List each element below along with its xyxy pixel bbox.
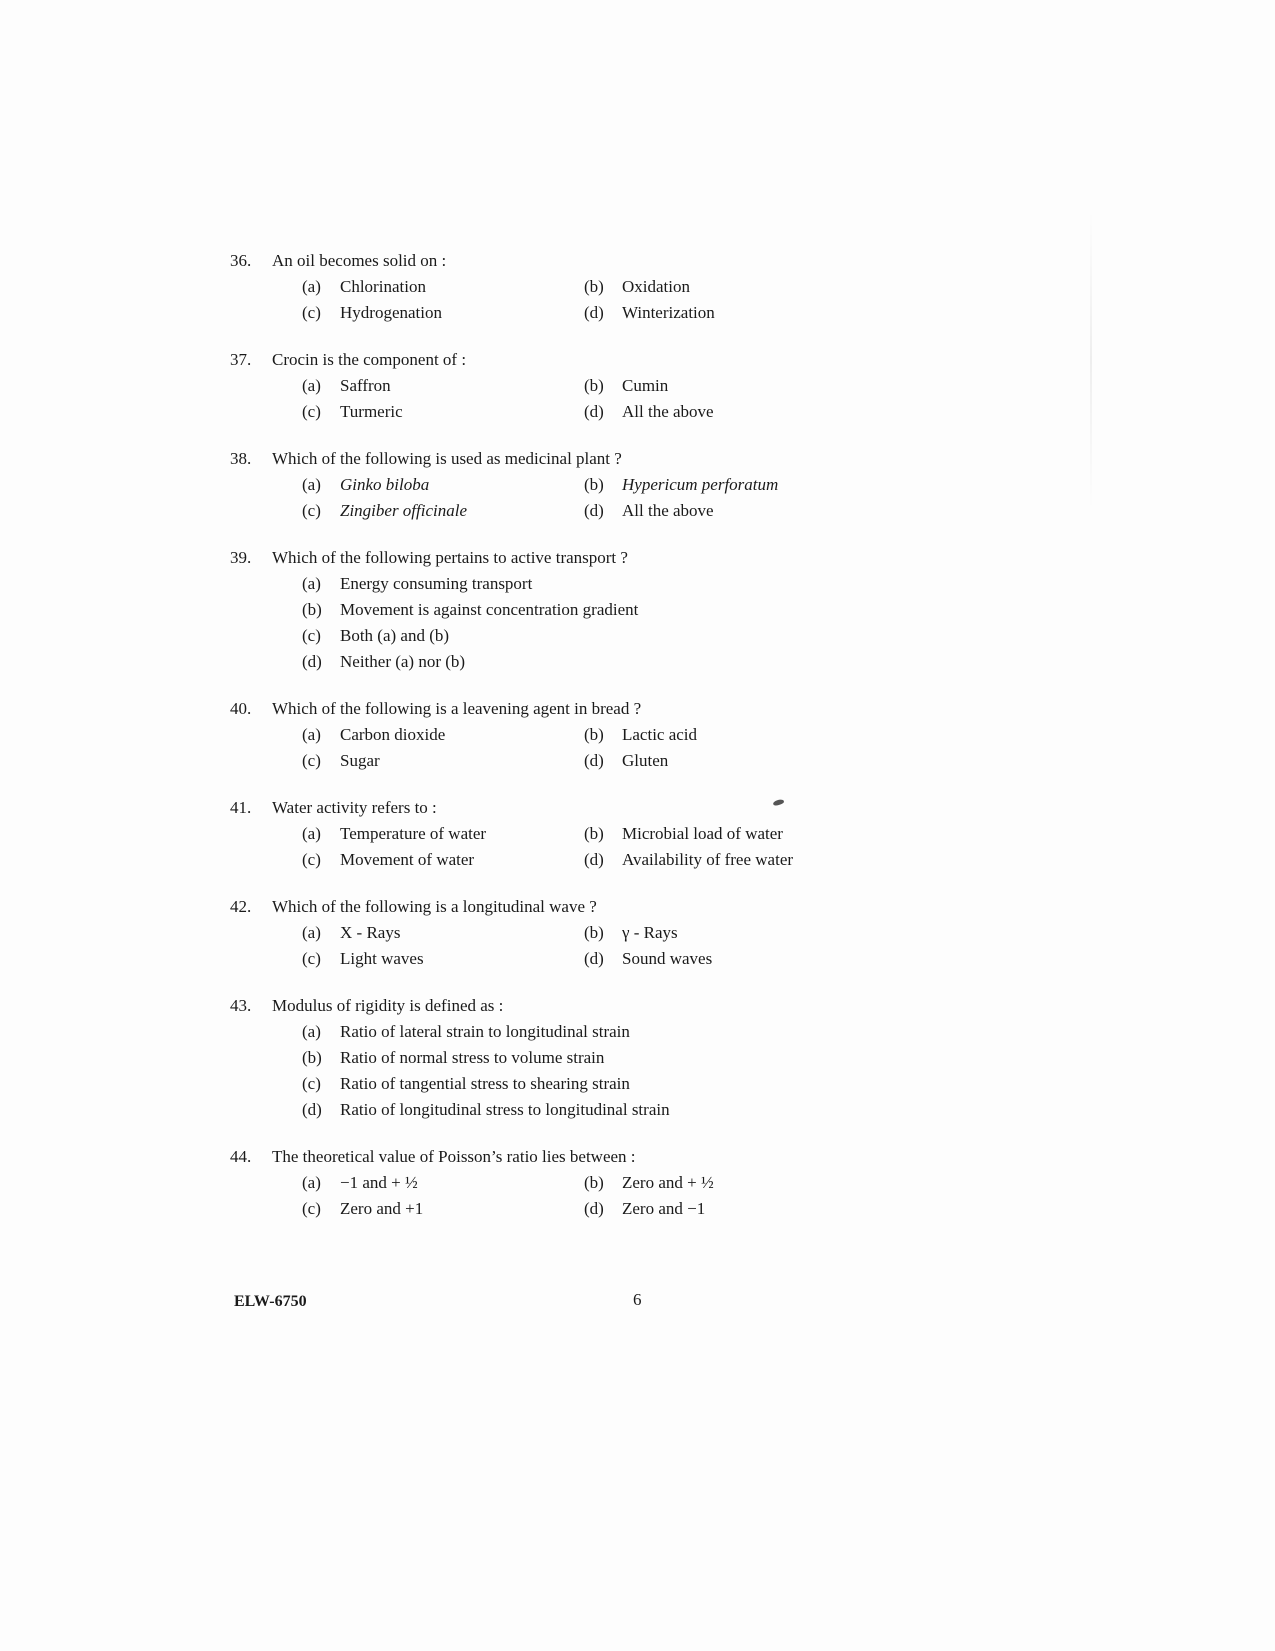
- option-text: Gluten: [622, 751, 669, 770]
- option-label: (c): [302, 751, 321, 770]
- paper-code: ELW-6750: [234, 1293, 307, 1310]
- option-label: (a): [302, 1022, 321, 1041]
- option-text: All the above: [622, 501, 714, 520]
- option-text: Chlorination: [340, 277, 426, 296]
- option-text: Availability of free water: [622, 850, 794, 869]
- option-label: (d): [302, 652, 322, 671]
- question-text: Which of the following is a longitudinal wave ?: [272, 897, 597, 916]
- option-item: [584, 849, 844, 871]
- question-text: Modulus of rigidity is defined as :: [272, 996, 504, 1015]
- option-label: (c): [302, 501, 321, 520]
- option-label: (c): [302, 1199, 321, 1218]
- option-text: −1 and + ½: [340, 1173, 418, 1192]
- question-number: 37.: [230, 350, 252, 369]
- question-number: 36.: [230, 251, 252, 270]
- option-item: [302, 651, 850, 673]
- option-item: [302, 573, 850, 595]
- option-text: Zero and −1: [622, 1199, 706, 1218]
- question-number: 42.: [230, 897, 252, 916]
- option-label: (b): [584, 376, 604, 395]
- question-number: 43.: [230, 996, 252, 1015]
- option-item: [302, 401, 584, 423]
- option-item: [302, 1021, 850, 1043]
- question-item: [230, 797, 850, 871]
- option-text: Zero and +1: [340, 1199, 424, 1218]
- option-label: (c): [302, 1074, 321, 1093]
- question-text: Crocin is the component of :: [272, 350, 467, 369]
- options-group: [302, 823, 850, 871]
- option-label: (b): [584, 824, 604, 843]
- option-text: Neither (a) nor (b): [340, 652, 466, 671]
- option-item: [584, 276, 844, 298]
- option-label: (a): [302, 824, 321, 843]
- option-label: (a): [302, 376, 321, 395]
- question-number: 39.: [230, 548, 252, 567]
- option-item: [302, 1172, 584, 1194]
- option-item: [584, 401, 844, 423]
- option-label: (b): [584, 475, 604, 494]
- option-item: [302, 1198, 584, 1220]
- option-text: All the above: [622, 402, 714, 421]
- option-label: (b): [302, 600, 322, 619]
- option-label: (d): [584, 501, 604, 520]
- option-item: [302, 849, 584, 871]
- option-label: (b): [584, 923, 604, 942]
- option-label: (b): [584, 1173, 604, 1192]
- option-item: [302, 823, 584, 845]
- option-label: (a): [302, 475, 321, 494]
- option-item: [302, 1099, 850, 1121]
- option-label: (b): [584, 277, 604, 296]
- question-item: [230, 698, 850, 772]
- question-text: Which of the following pertains to active transport ?: [272, 548, 628, 567]
- option-label: (a): [302, 923, 321, 942]
- option-text: Sugar: [340, 751, 380, 770]
- option-item: [302, 500, 584, 522]
- option-label: (c): [302, 303, 321, 322]
- question-item: [230, 547, 850, 673]
- option-label: (d): [302, 1100, 322, 1119]
- question-item: [230, 896, 850, 970]
- option-label: (a): [302, 277, 321, 296]
- option-label: (d): [584, 1199, 604, 1218]
- option-label: (c): [302, 402, 321, 421]
- option-item: [584, 375, 844, 397]
- option-text: X - Rays: [340, 923, 401, 942]
- question-item: [230, 995, 850, 1121]
- option-item: [584, 750, 844, 772]
- option-label: (b): [584, 725, 604, 744]
- question-item: [230, 448, 850, 522]
- scan-edge-shadow: [1090, 210, 1092, 510]
- question-item: [230, 250, 850, 324]
- option-text: Energy consuming transport: [340, 574, 533, 593]
- option-text: Oxidation: [622, 277, 690, 296]
- option-item: [302, 1073, 850, 1095]
- option-text: Zingiber officinale: [340, 501, 468, 520]
- option-item: [302, 474, 584, 496]
- question-stem: [230, 448, 850, 470]
- question-item: [230, 349, 850, 423]
- option-text: Ginko biloba: [340, 475, 430, 494]
- option-item: [302, 922, 584, 944]
- question-text: Which of the following is used as medicinal plant ?: [272, 449, 622, 468]
- option-item: [584, 474, 844, 496]
- option-text: Saffron: [340, 376, 391, 395]
- page-number: 6: [633, 1290, 642, 1309]
- option-text: Winterization: [622, 303, 715, 322]
- question-text: An oil becomes solid on :: [272, 251, 447, 270]
- options-group: [302, 474, 850, 522]
- options-group: [302, 724, 850, 772]
- question-item: [230, 1146, 850, 1220]
- question-number: 38.: [230, 449, 252, 468]
- option-text: Cumin: [622, 376, 669, 395]
- option-text: Hypericum perforatum: [622, 475, 779, 494]
- question-stem: [230, 250, 850, 272]
- option-item: [302, 276, 584, 298]
- option-text: Ratio of lateral strain to longitudinal strain: [340, 1022, 630, 1041]
- option-text: Sound waves: [622, 949, 713, 968]
- option-text: Both (a) and (b): [340, 626, 450, 645]
- option-text: Light waves: [340, 949, 424, 968]
- option-item: [302, 375, 584, 397]
- option-label: (a): [302, 574, 321, 593]
- option-label: (c): [302, 850, 321, 869]
- question-stem: [230, 1146, 850, 1168]
- option-text: Ratio of normal stress to volume strain: [340, 1048, 605, 1067]
- question-number: 41.: [230, 798, 252, 817]
- options-group: [302, 1021, 850, 1121]
- option-item: [302, 948, 584, 970]
- option-text: Zero and + ½: [622, 1173, 714, 1192]
- options-group: [302, 1172, 850, 1220]
- option-text: Ratio of longitudinal stress to longitudinal strain: [340, 1100, 670, 1119]
- option-text: γ - Rays: [622, 923, 678, 942]
- option-item: [302, 302, 584, 324]
- option-item: [584, 302, 844, 324]
- option-label: (c): [302, 949, 321, 968]
- question-stem: [230, 547, 850, 569]
- question-number: 44.: [230, 1147, 252, 1166]
- option-item: [584, 1172, 844, 1194]
- option-item: [302, 599, 850, 621]
- option-label: (b): [302, 1048, 322, 1067]
- option-label: (d): [584, 949, 604, 968]
- question-list: [230, 250, 850, 1245]
- question-number: 40.: [230, 699, 252, 718]
- question-text: Water activity refers to :: [272, 798, 437, 817]
- question-stem: [230, 797, 850, 819]
- option-label: (c): [302, 626, 321, 645]
- question-stem: [230, 349, 850, 371]
- option-text: Ratio of tangential stress to shearing strain: [340, 1074, 630, 1093]
- option-text: Movement is against concentration gradient: [340, 600, 639, 619]
- option-item: [584, 500, 844, 522]
- option-item: [584, 724, 844, 746]
- question-text: Which of the following is a leavening agent in bread ?: [272, 699, 642, 718]
- option-item: [584, 1198, 844, 1220]
- option-label: (d): [584, 402, 604, 421]
- option-text: Turmeric: [340, 402, 403, 421]
- option-label: (d): [584, 751, 604, 770]
- option-item: [302, 724, 584, 746]
- option-label: (a): [302, 1173, 321, 1192]
- option-text: Microbial load of water: [622, 824, 783, 843]
- question-stem: [230, 896, 850, 918]
- option-item: [584, 948, 844, 970]
- options-group: [302, 276, 850, 324]
- option-text: Lactic acid: [622, 725, 698, 744]
- question-stem: [230, 995, 850, 1017]
- option-text: Hydrogenation: [340, 303, 442, 322]
- option-item: [302, 750, 584, 772]
- option-label: (d): [584, 303, 604, 322]
- options-group: [302, 573, 850, 673]
- option-item: [584, 823, 844, 845]
- option-text: Temperature of water: [340, 824, 487, 843]
- question-text: The theoretical value of Poisson’s ratio lies between :: [272, 1147, 636, 1166]
- option-item: [584, 922, 844, 944]
- option-item: [302, 1047, 850, 1069]
- options-group: [302, 922, 850, 970]
- option-item: [302, 625, 850, 647]
- option-label: (d): [584, 850, 604, 869]
- options-group: [302, 375, 850, 423]
- option-text: Carbon dioxide: [340, 725, 446, 744]
- question-stem: [230, 698, 850, 720]
- option-label: (a): [302, 725, 321, 744]
- option-text: Movement of water: [340, 850, 475, 869]
